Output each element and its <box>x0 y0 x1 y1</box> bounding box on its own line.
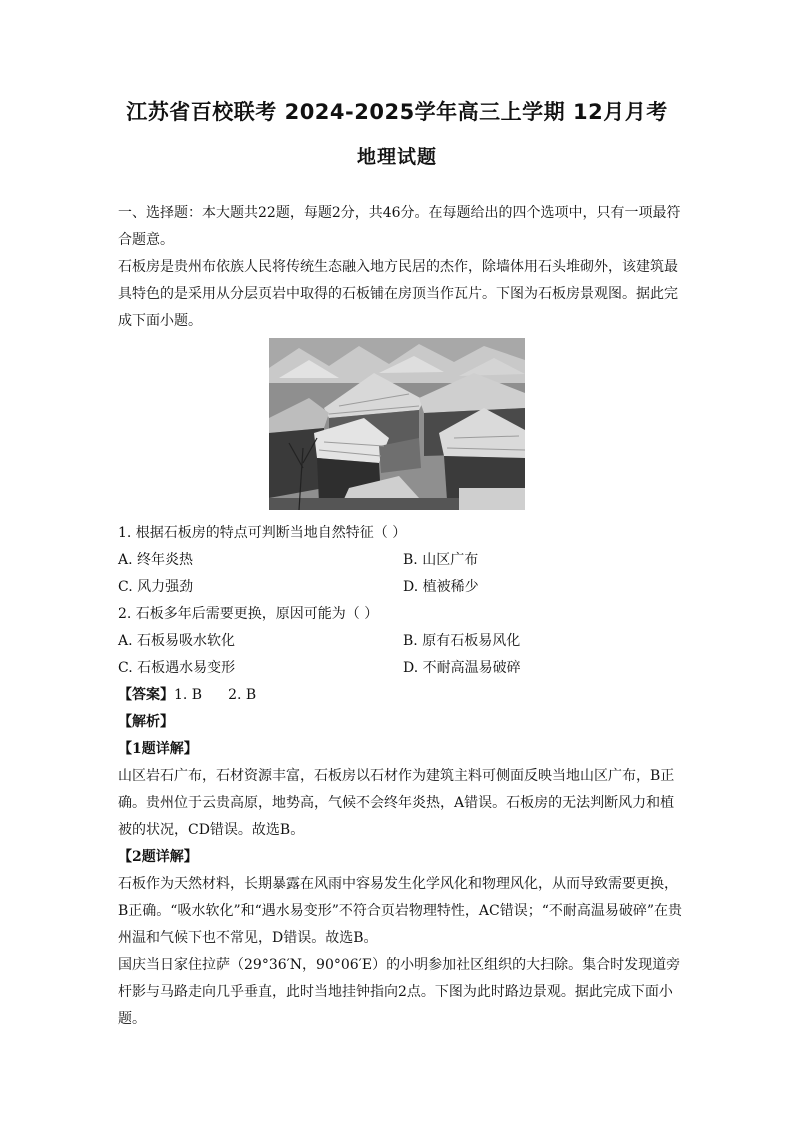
detail-1-label: 【1题详解】 <box>118 741 198 757</box>
question-1-option-b[interactable]: B. 山区广布 <box>403 552 479 568</box>
passage-2: 国庆当日家住拉萨（29°36′N，90°06′E）的小明参加社区组织的大扫除。集合时发现道旁杆影与马路走向几乎垂直，此时当地挂钟指向2点。下图为此时路边景观。据此完成下面小题。 <box>118 957 681 1027</box>
document-body <box>118 200 688 1033</box>
stone-house-image-drawing <box>269 338 525 510</box>
detail-1-text: 山区岩石广布，石材资源丰富，石板房以石材作为建筑主料可侧面反映当地山区广布，B正确。贵州位于云贵高原，地势高，气候不会终年炎热，A错误。石板房的无法判断风力和植被的状况，CD错误。故选B。 <box>118 768 675 838</box>
question-2-options-row-1 <box>118 628 688 655</box>
detail-2-text: 石板作为天然材料，长期暴露在风雨中容易发生化学风化和物理风化，从而导致需要更换，B正确。“吸水软化”和“遇水易变形”不符合页岩物理特性，AC错误；“不耐高温易破碎”在贵州温和气候下也不常见，D错误。故选B。 <box>118 876 683 946</box>
question-1-option-c[interactable]: C. 风力强劲 <box>118 579 194 595</box>
passage-1: 石板房是贵州布依族人民将传统生态融入地方民居的杰作，除墙体用石头堆砌外，该建筑最具特色的是采用从分层页岩中取得的石板铺在房顶当作瓦片。下图为石板房景观图。据此完成下面小题。 <box>118 259 678 329</box>
document-subtitle: 地理试题 <box>356 146 437 168</box>
question-1-options-row-2 <box>118 574 688 601</box>
answer-q1: 1. B <box>174 687 203 703</box>
question-1-option-a[interactable]: A. 终年炎热 <box>118 552 194 568</box>
answer-label: 【答案】 <box>118 687 174 703</box>
detail-2-label: 【2题详解】 <box>118 849 198 865</box>
document-title: 江苏省百校联考 2024-2025学年高三上学期 12月月考 <box>126 100 668 124</box>
analysis-label: 【解析】 <box>118 714 174 730</box>
stone-house-photo <box>269 338 525 510</box>
question-1-option-d[interactable]: D. 植被稀少 <box>403 579 479 595</box>
section-intro: 一、选择题：本大题共22题，每题2分，共46分。在每题给出的四个选项中，只有一项最符合题意。 <box>118 205 681 248</box>
figure-container <box>118 338 688 516</box>
question-2-stem: 2. 石板多年后需要更换，原因可能为（ ） <box>118 606 379 622</box>
question-2-option-b[interactable]: B. 原有石板易风化 <box>403 633 521 649</box>
question-2-option-d[interactable]: D. 不耐高温易破碎 <box>403 660 521 676</box>
answer-line <box>118 682 688 709</box>
answer-q2: 2. B <box>228 687 257 703</box>
question-2-option-a[interactable]: A. 石板易吸水软化 <box>118 633 236 649</box>
question-1-stem: 1. 根据石板房的特点可判断当地自然特征（ ） <box>118 525 407 541</box>
question-1-options-row-1 <box>118 547 688 574</box>
question-2-options-row-2 <box>118 655 688 682</box>
question-2-option-c[interactable]: C. 石板遇水易变形 <box>118 660 236 676</box>
